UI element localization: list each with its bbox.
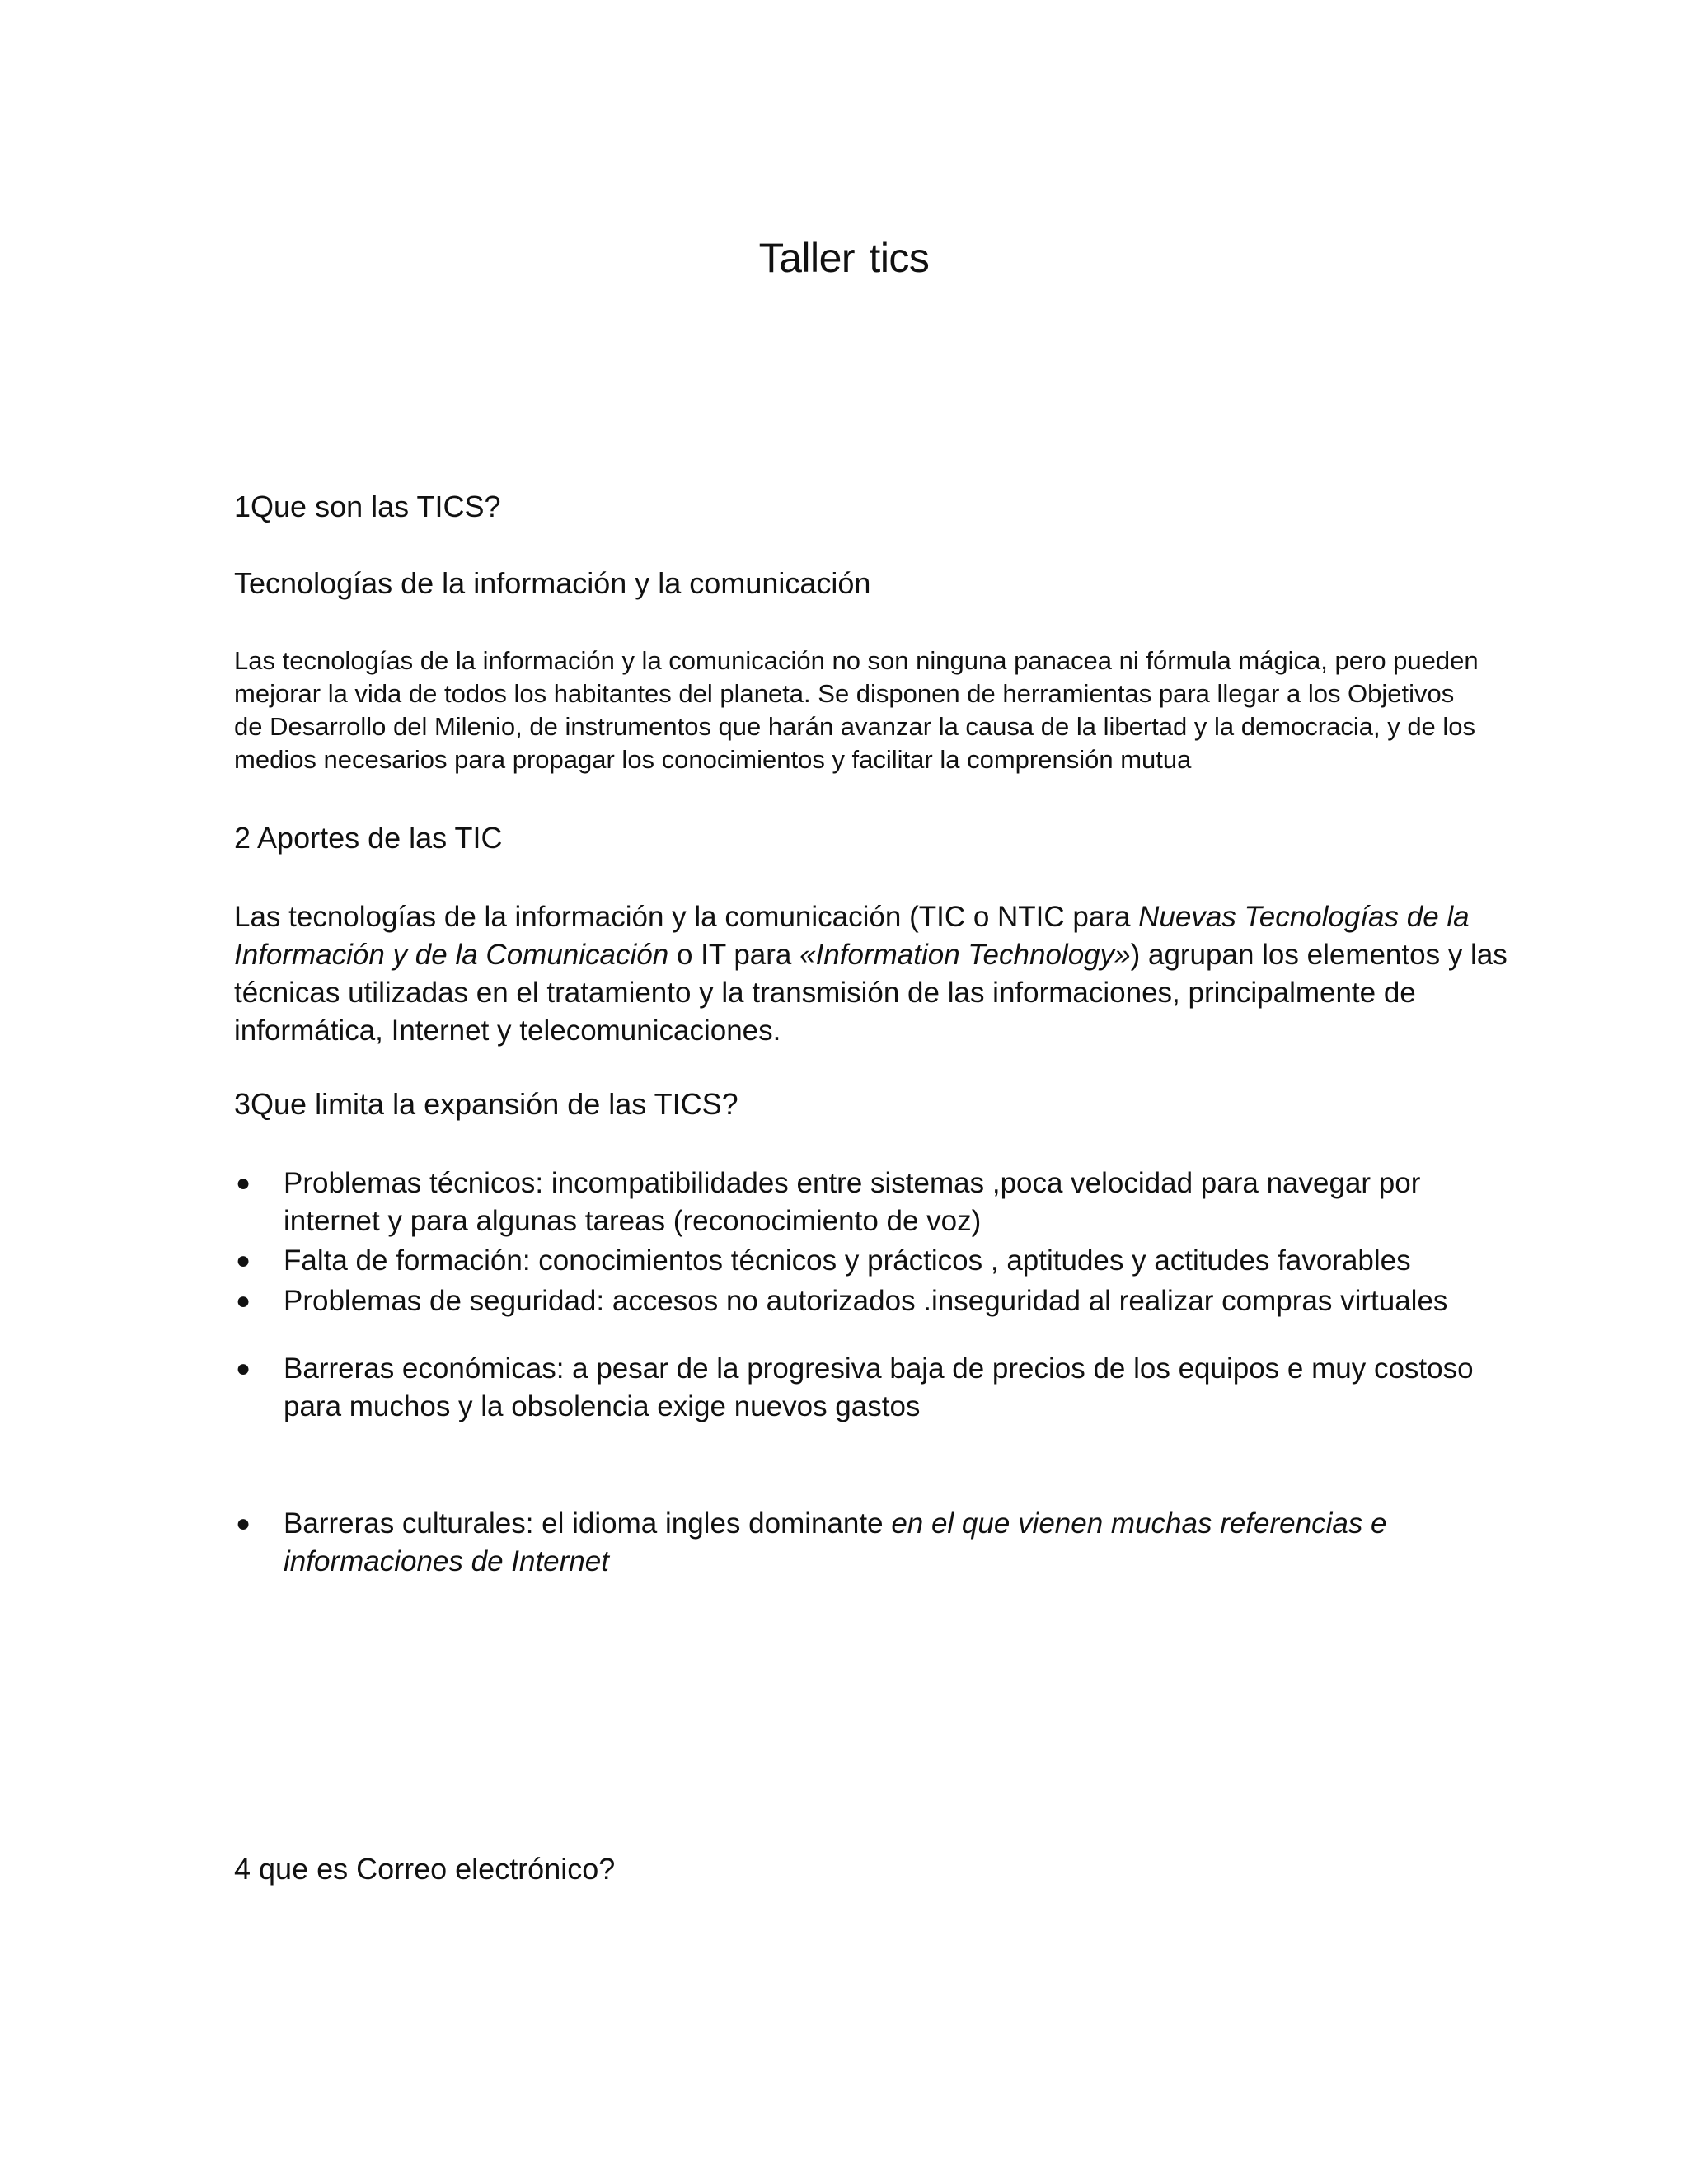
list-item-text-segment: Barreras culturales: el idioma ingles dominante: [284, 1507, 892, 1540]
paragraph-line: mejorar la vida de todos los habitantes del planeta. Se disponen de herramientas para llegar a los Objetivos: [234, 679, 1455, 708]
bullet-marker: ●: [236, 1169, 251, 1197]
question-1: 1Que son las TICS?: [234, 490, 501, 523]
paragraph-line: Las tecnologías de la información y la comunicación no son ninguna panacea ni fórmula mágica, pero pueden: [234, 646, 1479, 675]
bullet-marker: ●: [236, 1247, 251, 1274]
paragraph-line: [234, 898, 1470, 936]
list-item-line: Problemas de seguridad: accesos no autorizados .inseguridad al realizar compras virtuales: [284, 1285, 1448, 1317]
question-3: 3Que limita la expansión de las TICS?: [234, 1087, 738, 1121]
paragraph-text: o IT para: [668, 939, 800, 971]
list-item-italic-segment: informaciones de Internet: [284, 1545, 609, 1577]
paragraph-line: técnicas utilizadas en el tratamiento y la transmisión de las informaciones, principalmente de: [234, 977, 1416, 1009]
list-item-text: [284, 1242, 1470, 1280]
list-item-line: para muchos y la obsolencia exige nuevos gastos: [284, 1390, 921, 1422]
list-item-text: [284, 1350, 1474, 1426]
bullet-marker: ●: [236, 1287, 251, 1315]
list-item-line: internet y para algunas tareas (reconocimiento de voz): [284, 1205, 982, 1237]
list-item-line: Problemas técnicos: incompatibilidades entre sistemas ,poca velocidad para navegar por: [284, 1167, 1421, 1199]
paragraph-text: ) agrupan los elementos y las: [1130, 939, 1507, 971]
question-1-paragraph: [234, 644, 1479, 776]
paragraph-line: informática, Internet y telecomunicaciones.: [234, 1015, 781, 1047]
paragraph-italic-text: Nuevas Tecnologías de la: [1138, 901, 1470, 933]
paragraph-italic-text: Información y de la Comunicación: [234, 939, 669, 971]
paragraph-text: Las tecnologías de la información y la comunicación (TIC o NTIC para: [234, 901, 1139, 933]
list-item-text: [284, 1165, 1470, 1240]
list-item-text: [284, 1505, 1470, 1581]
list-item-line: Barreras económicas: a pesar de la progresiva baja de precios de los equipos e muy costoso: [284, 1352, 1474, 1385]
bullet-marker: ●: [236, 1355, 251, 1382]
list-item-line: [284, 1505, 1470, 1543]
question-1-subtitle: Tecnologías de la información y la comunicación: [234, 566, 871, 600]
paragraph-line: [234, 936, 1507, 974]
question-2: 2 Aportes de las TIC: [234, 821, 503, 855]
paragraph-line: de Desarrollo del Milenio, de instrumentos que harán avanzar la causa de la libertad y la democracia, y de los: [234, 712, 1476, 741]
document-title: Taller tics: [758, 235, 930, 281]
bullet-marker: ●: [236, 1510, 251, 1537]
question-4: 4 que es Correo electrónico?: [234, 1852, 616, 1886]
paragraph-italic-text: «Information Technology»: [799, 939, 1131, 971]
list-item-line: Falta de formación: conocimientos técnicos y prácticos , aptitudes y actitudes favorables: [284, 1244, 1411, 1277]
question-2-paragraph: [234, 898, 1507, 1050]
list-item-text: [284, 1282, 1470, 1320]
paragraph-line: medios necesarios para propagar los conocimientos y facilitar la comprensión mutua: [234, 745, 1192, 774]
list-item-line: [284, 1543, 1470, 1581]
list-item-italic-segment: en el que vienen muchas referencias e: [891, 1507, 1387, 1540]
